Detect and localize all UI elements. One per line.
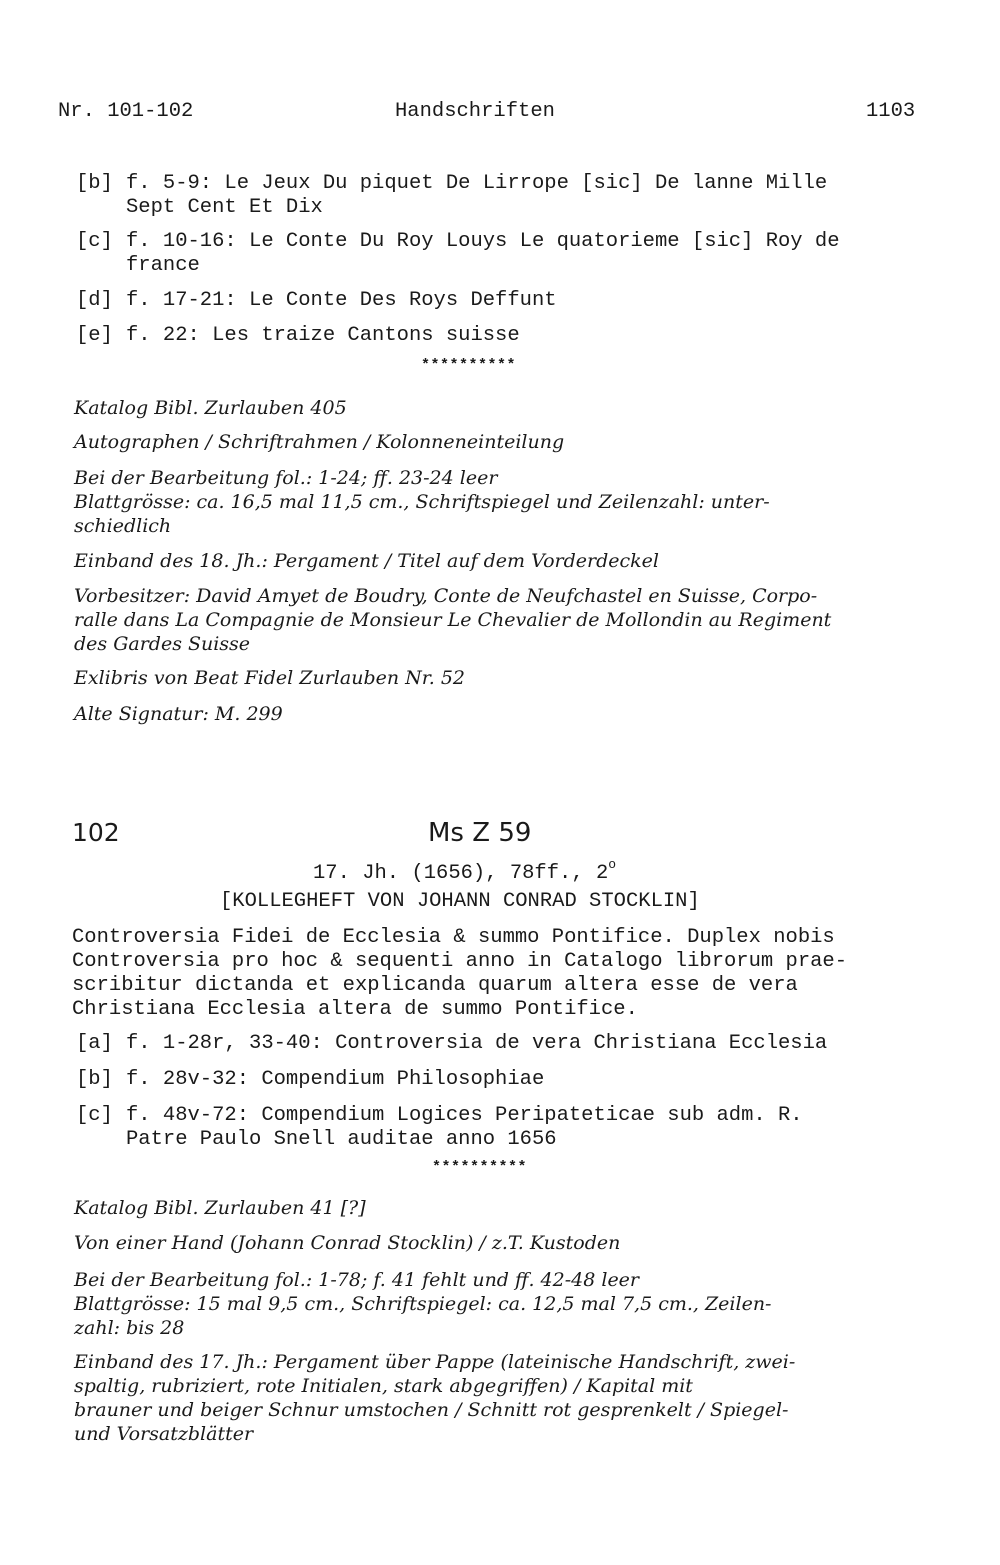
catalog-note	[74, 1196, 954, 1220]
content-item	[76, 1032, 936, 1056]
content-item	[76, 230, 936, 278]
hand-note	[74, 1231, 954, 1255]
note-line: Alte Signatur: M. 299	[74, 703, 283, 725]
description-line: Controversia Fidei de Ecclesia & summo Pontifice. Duplex nobis	[72, 926, 835, 949]
section-separator: **********	[432, 1159, 528, 1176]
provenance-note	[74, 584, 954, 656]
item-text-continued: Patre Paulo Snell auditae anno 1656	[126, 1128, 557, 1151]
section-separator: **********	[421, 357, 517, 374]
page-number: 1103	[866, 100, 916, 123]
format-superscript: o	[608, 857, 617, 872]
note-line: Katalog Bibl. Zurlauben 41 [?]	[74, 1197, 366, 1219]
item-text-continued: Sept Cent Et Dix	[126, 196, 323, 219]
note-line: Vorbesitzer: David Amyet de Boudry, Conte de Neufchastel en Suisse, Corpo-	[74, 585, 818, 607]
shelfmark: Ms Z 59	[428, 818, 532, 848]
physical-description-note	[74, 1268, 954, 1340]
binding-note	[74, 549, 954, 573]
running-header-range: Nr. 101-102	[58, 100, 194, 123]
note-line: Einband des 18. Jh.: Pergament / Titel auf dem Vorderdeckel	[74, 550, 659, 572]
script-note	[74, 430, 954, 454]
date-extent-text: 17. Jh. (1656), 78ff., 2	[313, 862, 609, 885]
note-line: spaltig, rubriziert, rote Initialen, stark abgegriffen) / Kapital mit	[74, 1375, 693, 1397]
item-label: [d]	[76, 289, 113, 312]
note-line: Bei der Bearbeitung fol.: 1-78; f. 41 fehlt und ff. 42-48 leer	[74, 1269, 640, 1291]
note-line: brauner und beiger Schnur umstochen / Schnitt rot gesprenkelt / Spiegel-	[74, 1399, 789, 1421]
note-line: schiedlich	[74, 515, 172, 537]
physical-description-note	[74, 466, 954, 538]
item-label: [e]	[76, 324, 113, 347]
item-text: f. 22: Les traize Cantons suisse	[126, 324, 520, 347]
content-item	[76, 172, 936, 220]
item-text: f. 48v-72: Compendium Logices Peripateticae sub adm. R.	[126, 1104, 803, 1127]
content-item	[76, 1104, 936, 1152]
old-signature-note	[74, 702, 954, 726]
content-item	[76, 1068, 936, 1092]
description-line: Controversia pro hoc & sequenti anno in Catalogo librorum prae-	[72, 950, 848, 973]
item-label: [c]	[76, 1104, 113, 1127]
item-label: [a]	[76, 1032, 113, 1055]
item-text: f. 17-21: Le Conte Des Roys Deffunt	[126, 289, 557, 312]
note-line: Exlibris von Beat Fidel Zurlauben Nr. 52	[74, 667, 466, 689]
note-line: des Gardes Suisse	[74, 633, 251, 655]
item-label: [b]	[76, 1068, 113, 1091]
note-line: und Vorsatzblätter	[74, 1423, 254, 1445]
item-label: [b]	[76, 172, 113, 195]
catalog-note	[74, 396, 954, 420]
note-line: Von einer Hand (Johann Conrad Stocklin) / z.T. Kustoden	[74, 1232, 621, 1254]
item-text: f. 10-16: Le Conte Du Roy Louys Le quatorieme [sic] Roy de	[126, 230, 840, 253]
running-header-title: Handschriften	[395, 100, 555, 123]
entry-description	[72, 926, 952, 1022]
exlibris-note	[74, 666, 954, 690]
note-line: Einband des 17. Jh.: Pergament über Pappe (lateinische Handschrift, zwei-	[74, 1351, 796, 1373]
content-item	[76, 324, 936, 348]
item-text: f. 5-9: Le Jeux Du piquet De Lirrope [sic] De lanne Mille	[126, 172, 828, 195]
entry-number: 102	[72, 818, 120, 847]
note-line: zahl: bis 28	[74, 1317, 185, 1339]
note-line: Autographen / Schriftrahmen / Kolonneneinteilung	[74, 431, 565, 453]
note-line: Katalog Bibl. Zurlauben 405	[74, 397, 347, 419]
note-line: ralle dans La Compagnie de Monsieur Le Chevalier de Mollondin au Regiment	[74, 609, 832, 631]
date-extent-line	[313, 853, 616, 886]
entry-title: [KOLLEGHEFT VON JOHANN CONRAD STOCKLIN]	[220, 890, 700, 913]
note-line: Blattgrösse: ca. 16,5 mal 11,5 cm., Schriftspiegel und Zeilenzahl: unter-	[74, 491, 770, 513]
item-text: f. 28v-32: Compendium Philosophiae	[126, 1068, 545, 1091]
content-item	[76, 289, 936, 313]
note-line: Blattgrösse: 15 mal 9,5 cm., Schriftspiegel: ca. 12,5 mal 7,5 cm., Zeilen-	[74, 1293, 772, 1315]
description-line: Christiana Ecclesia altera de summo Pontifice.	[72, 998, 638, 1021]
binding-note	[74, 1350, 954, 1446]
item-text-continued: france	[126, 254, 200, 277]
description-line: scribitur dictanda et explicanda quarum altera esse de vera	[72, 974, 798, 997]
item-text: f. 1-28r, 33-40: Controversia de vera Christiana Ecclesia	[126, 1032, 828, 1055]
note-line: Bei der Bearbeitung fol.: 1-24; ff. 23-24 leer	[74, 467, 498, 489]
item-label: [c]	[76, 230, 113, 253]
